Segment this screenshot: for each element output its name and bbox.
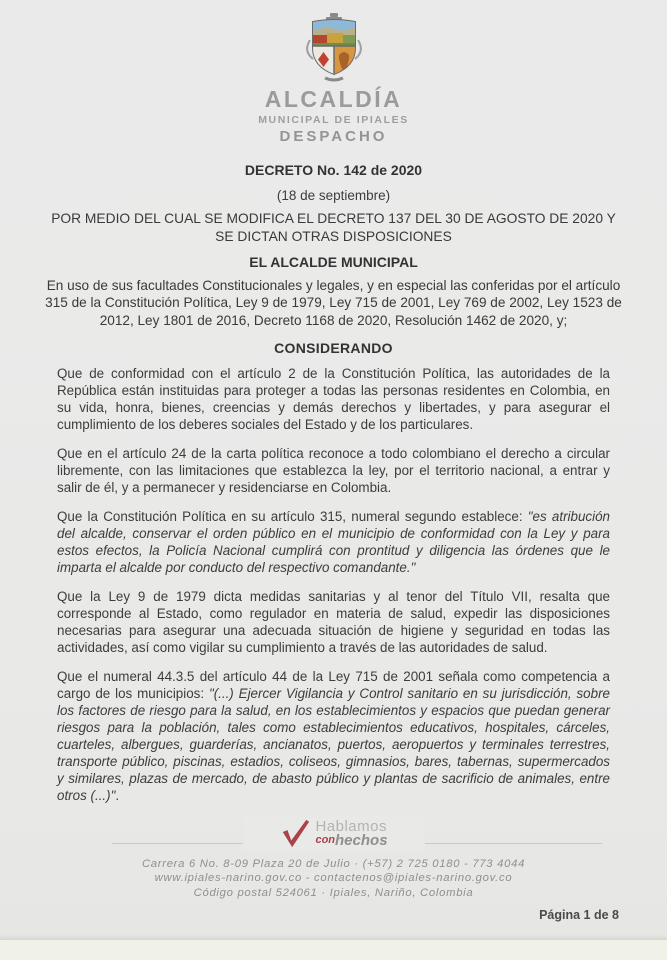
page-number: Página 1 de 8 xyxy=(539,908,619,922)
contact-line: www.ipiales-narino.gov.co - contactenos@ipiales-narino.gov.co xyxy=(154,872,513,884)
paragraph-text: Que el numeral 44.3.5 del artículo 44 de la Ley 715 de 2001 señala como competencia a cargo de los municipios: xyxy=(57,668,610,701)
decree-powers-paragraph: En uso de sus facultades Constitucionales y legales, y en especial las conferidas por el artículo 315 de la Constitución Política, Ley 9 de 1979, Ley 715 de 2001, Ley 769 de 2002, Ley 1523 de 2012, Ley 1801 de 2016, Decreto 1168 de 2020, Resolución 1462 de 2020, y; xyxy=(45,278,622,328)
paragraph-text: Que la Constitución Política en su artículo 315, numeral segundo establece: xyxy=(57,508,528,524)
body-paragraph-5 xyxy=(57,668,610,804)
org-office: DESPACHO xyxy=(279,128,388,145)
decree-date-line: (18 de septiembre) xyxy=(276,188,391,203)
paragraph-quote: "(...) Ejercer Vigilancia y Control sanitario en su jurisdicción, sobre los factores de riesgo para la salud, en los establecimientos y espacios que puedan generar riesgos para la población, tales como establecimientos educativos, hospitales, cárceles, cuarteles, albergues, guarderías, ancianatos, puertos, aeropuertos y terminales terrestres, transporte público, piscinas, estadios, coliseos, gimnasios, bares, tabernas, supermercados y similares, plazas de mercado, de abasto público y plantas de sacrificio de animales, entre otros (...)" xyxy=(57,685,610,803)
slogan-accent: con xyxy=(315,833,336,846)
body-paragraph-1 xyxy=(57,365,610,433)
checkmark-icon xyxy=(279,815,311,851)
considering-heading: CONSIDERANDO xyxy=(274,339,393,356)
slogan-word2: hechos xyxy=(335,831,388,849)
postal-line: Código postal 524061 · Ipiales, Nariño, Colombia xyxy=(193,886,474,899)
scan-bottom-edge xyxy=(0,939,667,960)
paragraph-text: Que en el artículo 24 de la carta política reconoce a todo colombiano el derecho a circular libremente, con las limitaciones que establezca la ley, por el territorio nacional, a entrar y salir de él, y a permanecer y residenciarse en Colombia. xyxy=(57,445,610,495)
decree-body xyxy=(57,365,610,804)
decree-number-heading: DECRETO No. 142 de 2020 xyxy=(244,162,423,178)
decree-issuer-heading: EL ALCALDE MUNICIPAL xyxy=(249,254,418,270)
paragraph-text: Que de conformidad con el artículo 2 de la Constitución Política, las autoridades de la República están instituidas para proteger a todas las personas residentes en Colombia, en su vida, honra, bienes, creencias y demás derechos y libertades, y para asegurar el cumplimiento de los deberes sociales del Estado y de los particulares. xyxy=(57,365,610,432)
slogan-text xyxy=(315,815,387,848)
slogan-line1: Hablamos xyxy=(315,817,387,835)
paragraph-text: Que la Ley 9 de 1979 dicta medidas sanitarias y al tenor del Título VII, resalta que corresponde al Estado, como regulador en materia de salud, expedir las disposiciones necesarias para asegurar una adecuada situación de higiene y seguridad en todas las actividades, así como vigilar su cumplimiento a través de las autoridades de salud. xyxy=(57,588,610,655)
paragraph-tail: . xyxy=(115,787,120,803)
org-subtitle: MUNICIPAL DE IPIALES xyxy=(258,114,409,126)
slogan-line2 xyxy=(315,833,387,848)
hablamos-con-hechos-logo xyxy=(243,815,425,851)
body-paragraph-4 xyxy=(57,588,610,656)
page-footer xyxy=(0,815,667,923)
paragraph-quote: "es atribución del alcalde, conservar el orden público en el municipio de conformidad con la Ley y para estos efectos, la Policía Nacional cumplirá con prontitud y diligencia las órdenes que le imparta el alcalde por conducto del respectivo comandante." xyxy=(57,508,610,575)
body-paragraph-3 xyxy=(57,508,610,576)
address-line: Carrera 6 No. 8-09 Plaza 20 de Julio · (+57) 2 725 0180 - 773 4044 xyxy=(141,857,526,870)
body-paragraph-2 xyxy=(57,445,610,496)
contact-block xyxy=(0,857,667,901)
org-name: ALCALDÍA xyxy=(264,86,403,112)
decree-subject: POR MEDIO DEL CUAL SE MODIFICA EL DECRETO 137 DEL 30 DE AGOSTO DE 2020 Y SE DICTAN OTRAS DISPOSICIONES xyxy=(51,211,616,244)
ipiales-coat-of-arms-icon xyxy=(299,12,369,84)
letterhead xyxy=(0,0,667,145)
